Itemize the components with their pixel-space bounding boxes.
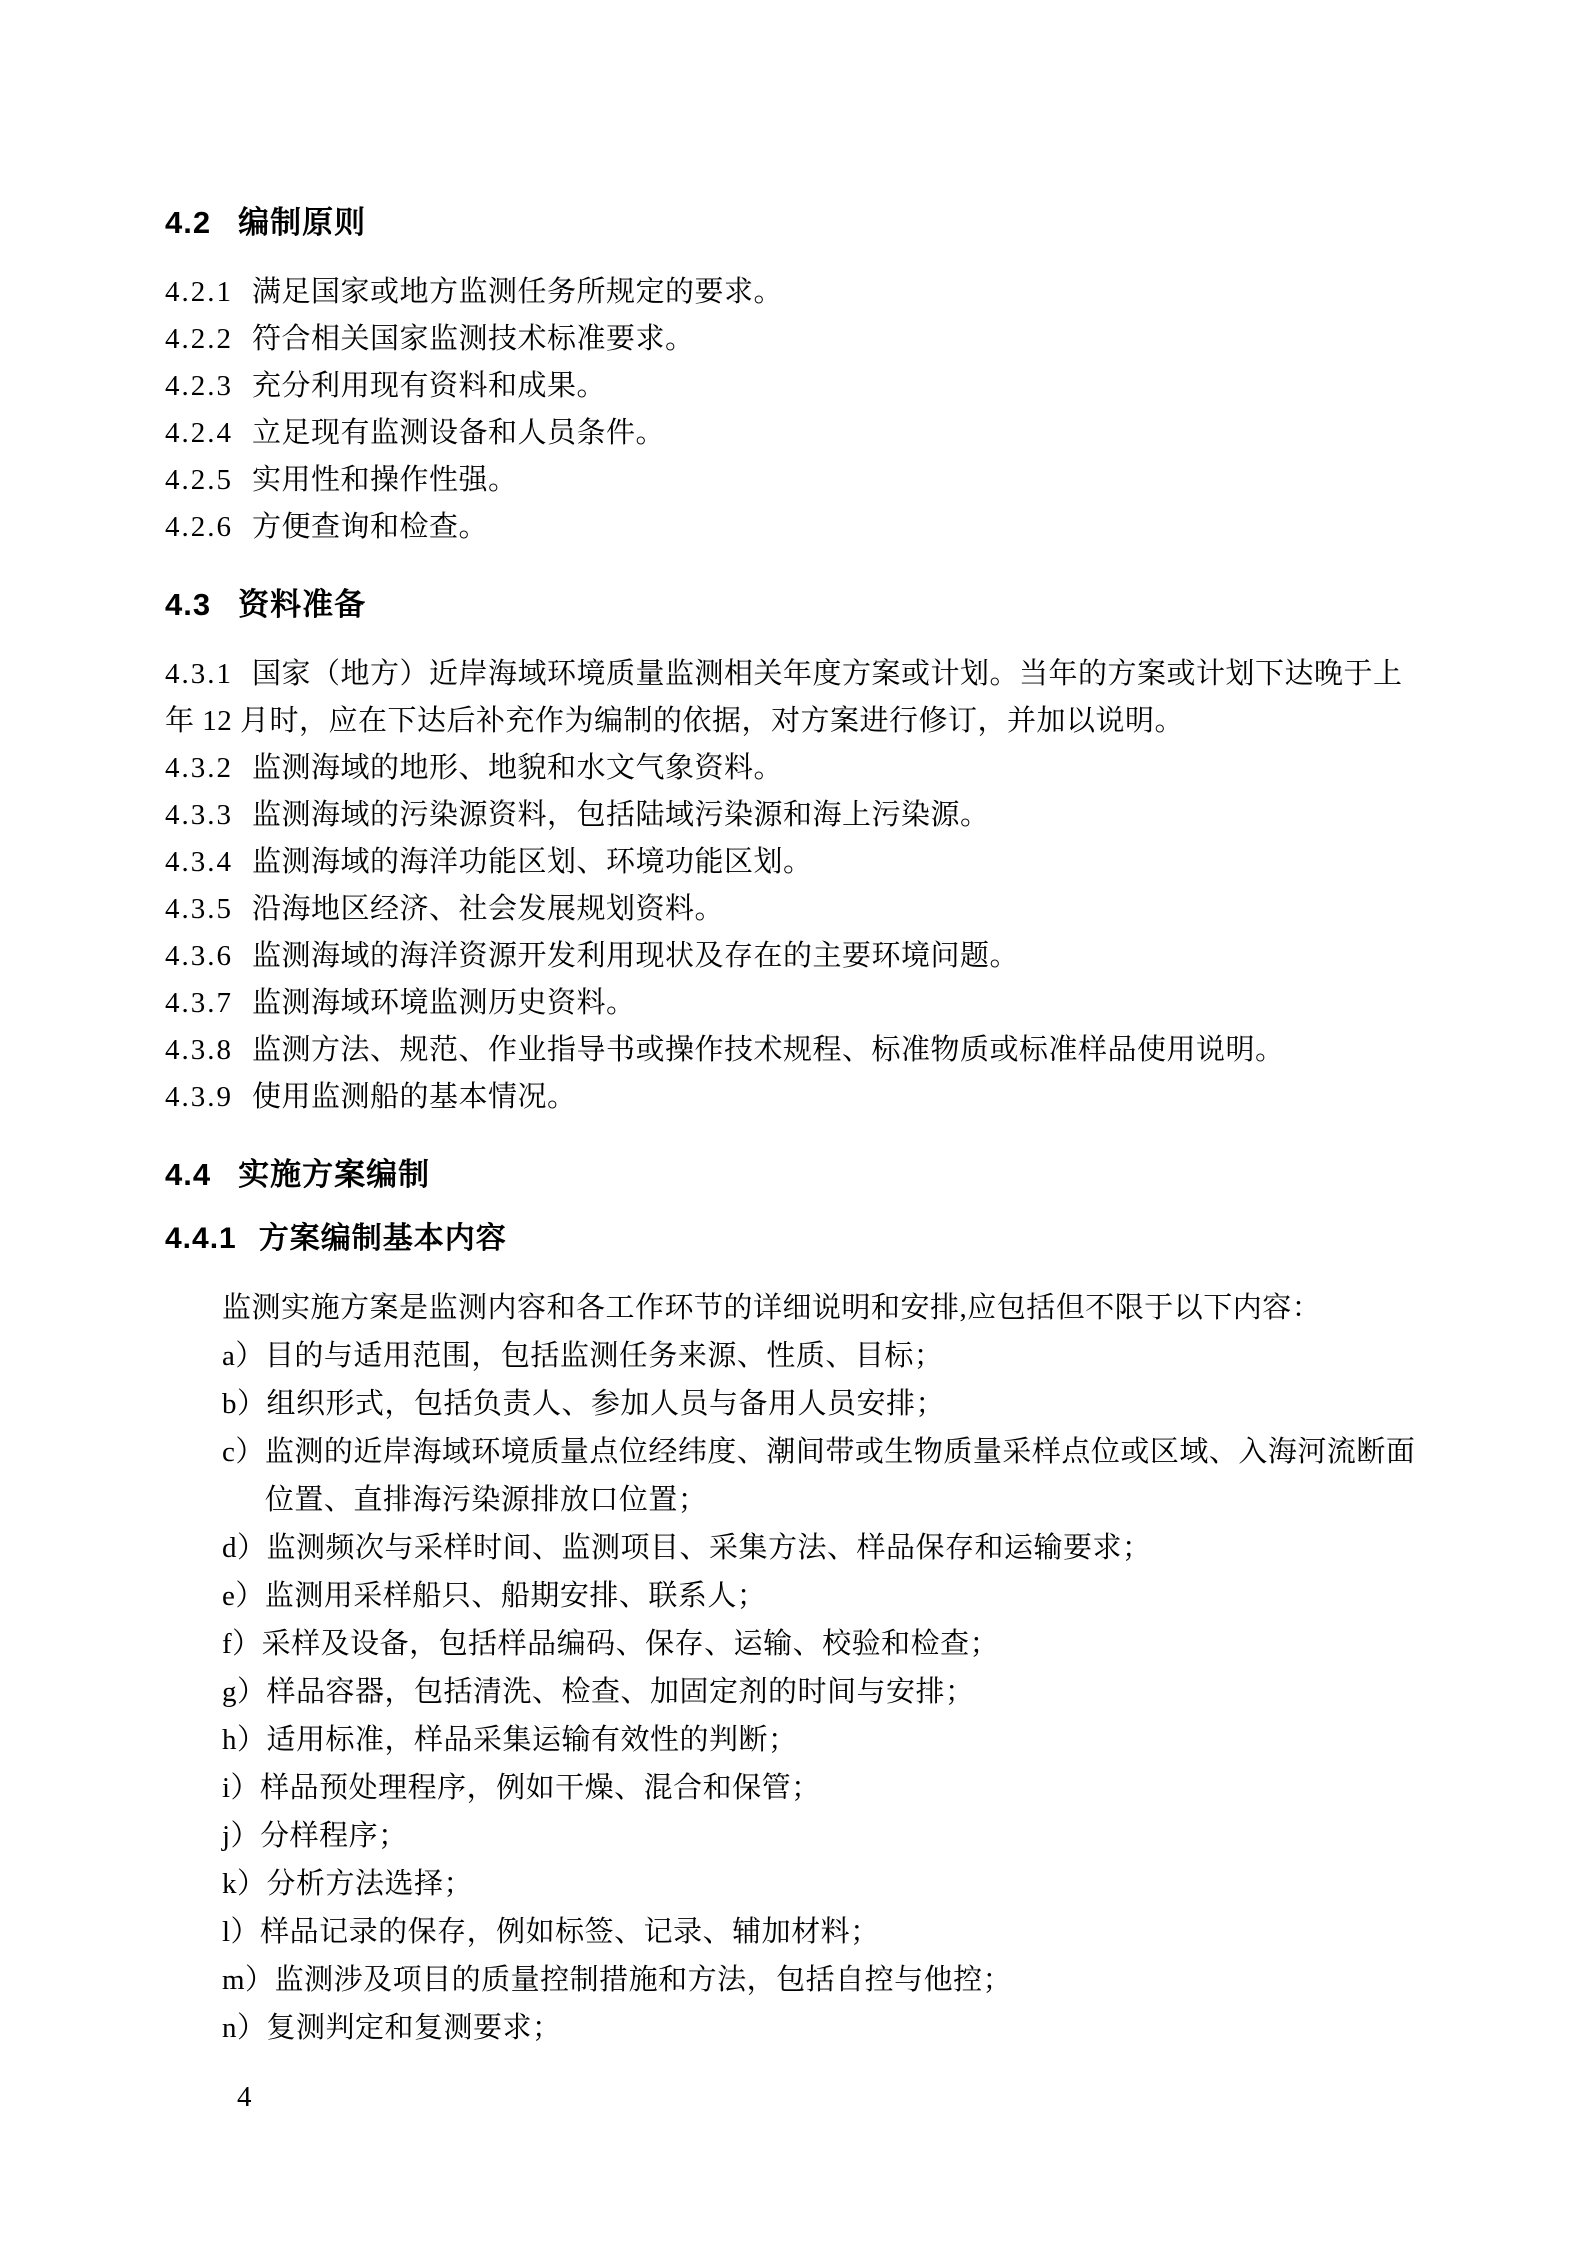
list-text: 样品容器，包括清洗、检查、加固定剂的时间与安排；	[266, 1676, 975, 1708]
section-number: 4.3	[165, 587, 212, 622]
clause-number: 4.2.3	[165, 370, 233, 402]
clause-4-3-7	[165, 980, 1422, 1027]
clause-4-3-6	[165, 933, 1422, 980]
list-letter: m）	[222, 1964, 275, 1996]
list-item-n	[165, 2004, 1422, 2052]
clause-4-2-3	[165, 363, 1422, 410]
clause-text: 立足现有监测设备和人员条件。	[252, 417, 666, 449]
clause-text: 监测海域的海洋功能区划、环境功能区划。	[252, 846, 813, 878]
list-letter: f）	[222, 1628, 262, 1660]
list-letter: d）	[222, 1532, 267, 1564]
clause-text: 使用监测船的基本情况。	[252, 1081, 577, 1113]
clause-4-2-6	[165, 504, 1422, 551]
list-letter: a）	[222, 1340, 265, 1372]
section-title: 实施方案编制	[238, 1157, 431, 1192]
clause-number: 4.3.4	[165, 846, 233, 878]
list-text: 样品预处理程序，例如干燥、混合和保管；	[260, 1772, 821, 1804]
list-text: 监测的近岸海域环境质量点位经纬度、潮间带或生物质量采样点位或区域、入海河流断面位置、直排海污染源排放口位置；	[264, 1436, 1416, 1516]
list-item-d	[165, 1524, 1422, 1572]
list-item-f	[165, 1620, 1422, 1668]
list-letter: b）	[222, 1388, 267, 1420]
clause-text: 国家（地方）近岸海域环境质量监测相关年度方案或计划。当年的方案或计划下达晚于上年 12 月时，应在下达后补充作为编制的依据，对方案进行修订，并加以说明。	[165, 658, 1403, 737]
list-letter: e）	[222, 1580, 265, 1612]
list-item-c	[165, 1428, 1422, 1524]
section-heading-4-3	[165, 587, 1422, 623]
section-number: 4.2	[165, 205, 212, 240]
intro-paragraph: 监测实施方案是监测内容和各工作环节的详细说明和安排,应包括但不限于以下内容：	[222, 1292, 1322, 1324]
list-letter: k）	[222, 1868, 267, 1900]
section-heading-4-4	[165, 1157, 1422, 1193]
list-letter: i）	[222, 1772, 261, 1804]
clause-number: 4.3.3	[165, 799, 233, 831]
clause-text: 监测海域的污染源资料，包括陆域污染源和海上污染源。	[252, 799, 990, 831]
clause-4-3-8	[165, 1027, 1422, 1074]
section-heading-4-2	[165, 205, 1422, 241]
list-item-l	[165, 1908, 1422, 1956]
clause-number: 4.3.7	[165, 987, 233, 1019]
list-text: 分样程序；	[260, 1820, 408, 1852]
clause-text: 监测海域环境监测历史资料。	[252, 987, 636, 1019]
list-text: 采样及设备，包括样品编码、保存、运输、校验和检查；	[261, 1628, 1000, 1660]
clause-4-2-4	[165, 410, 1422, 457]
list-text: 样品记录的保存，例如标签、记录、辅加材料；	[260, 1916, 880, 1948]
list-text: 目的与适用范围，包括监测任务来源、性质、目标；	[264, 1340, 944, 1372]
clause-text: 满足国家或地方监测任务所规定的要求。	[252, 276, 784, 308]
list-text: 组织形式，包括负责人、参加人员与备用人员安排；	[266, 1388, 946, 1420]
list-text: 分析方法选择；	[266, 1868, 474, 1900]
section-title: 方案编制基本内容	[258, 1222, 507, 1255]
clause-text: 监测方法、规范、作业指导书或操作技术规程、标准物质或标准样品使用说明。	[252, 1034, 1285, 1066]
clause-4-3-3	[165, 792, 1422, 839]
list-text: 适用标准，样品采集运输有效性的判断；	[266, 1724, 798, 1756]
section-number: 4.4	[165, 1157, 212, 1192]
list-item-k	[165, 1860, 1422, 1908]
section-number: 4.4.1	[165, 1222, 237, 1255]
clause-text: 监测海域的地形、地貌和水文气象资料。	[252, 752, 784, 784]
list-item-i	[165, 1764, 1422, 1812]
clause-number: 4.3.5	[165, 893, 233, 925]
clause-4-3-4	[165, 839, 1422, 886]
clause-4-3-2	[165, 745, 1422, 792]
list-text: 监测频次与采样时间、监测项目、采集方法、样品保存和运输要求；	[266, 1532, 1152, 1564]
clause-number: 4.2.6	[165, 511, 233, 543]
clause-text: 方便查询和检查。	[252, 511, 489, 543]
list-text: 复测判定和复测要求；	[266, 2012, 562, 2044]
list-text: 监测用采样船只、船期安排、联系人；	[264, 1580, 767, 1612]
clause-4-2-1	[165, 269, 1422, 316]
clause-number: 4.2.4	[165, 417, 233, 449]
clause-number: 4.2.5	[165, 464, 233, 496]
list-letter: c）	[222, 1436, 265, 1468]
list-letter: g）	[222, 1676, 267, 1708]
clause-text: 符合相关国家监测技术标准要求。	[252, 323, 695, 355]
clause-4-3-5	[165, 886, 1422, 933]
clause-4-2-2	[165, 316, 1422, 363]
list-letter: n）	[222, 2012, 267, 2044]
clause-number: 4.3.2	[165, 752, 233, 784]
clause-number: 4.3.9	[165, 1081, 233, 1113]
list-item-m	[165, 1956, 1422, 2004]
list-item-h	[165, 1716, 1422, 1764]
page-number: 4	[237, 2081, 252, 2113]
clause-number: 4.2.2	[165, 323, 233, 355]
clause-number: 4.3.8	[165, 1034, 233, 1066]
list-item-j	[165, 1812, 1422, 1860]
list-item-b	[165, 1380, 1422, 1428]
clause-4-2-5	[165, 457, 1422, 504]
clause-text: 沿海地区经济、社会发展规划资料。	[252, 893, 725, 925]
clause-text: 实用性和操作性强。	[252, 464, 518, 496]
section-title: 编制原则	[238, 205, 367, 240]
list-letter: h）	[222, 1724, 267, 1756]
clause-number: 4.3.6	[165, 940, 233, 972]
clause-number: 4.2.1	[165, 276, 233, 308]
list-text: 监测涉及项目的质量控制措施和方法，包括自控与他控；	[274, 1964, 1013, 1996]
list-letter: j）	[222, 1820, 261, 1852]
clause-4-3-1	[165, 651, 1422, 745]
list-item-g	[165, 1668, 1422, 1716]
clause-4-3-9	[165, 1074, 1422, 1121]
list-item-a	[165, 1332, 1422, 1380]
clause-text: 充分利用现有资料和成果。	[252, 370, 607, 402]
list-item-e	[165, 1572, 1422, 1620]
section-title: 资料准备	[238, 587, 367, 622]
clause-number: 4.3.1	[165, 658, 233, 690]
section-heading-4-4-1	[165, 1221, 1422, 1257]
clause-text: 监测海域的海洋资源开发利用现状及存在的主要环境问题。	[252, 940, 1020, 972]
list-letter: l）	[222, 1916, 261, 1948]
